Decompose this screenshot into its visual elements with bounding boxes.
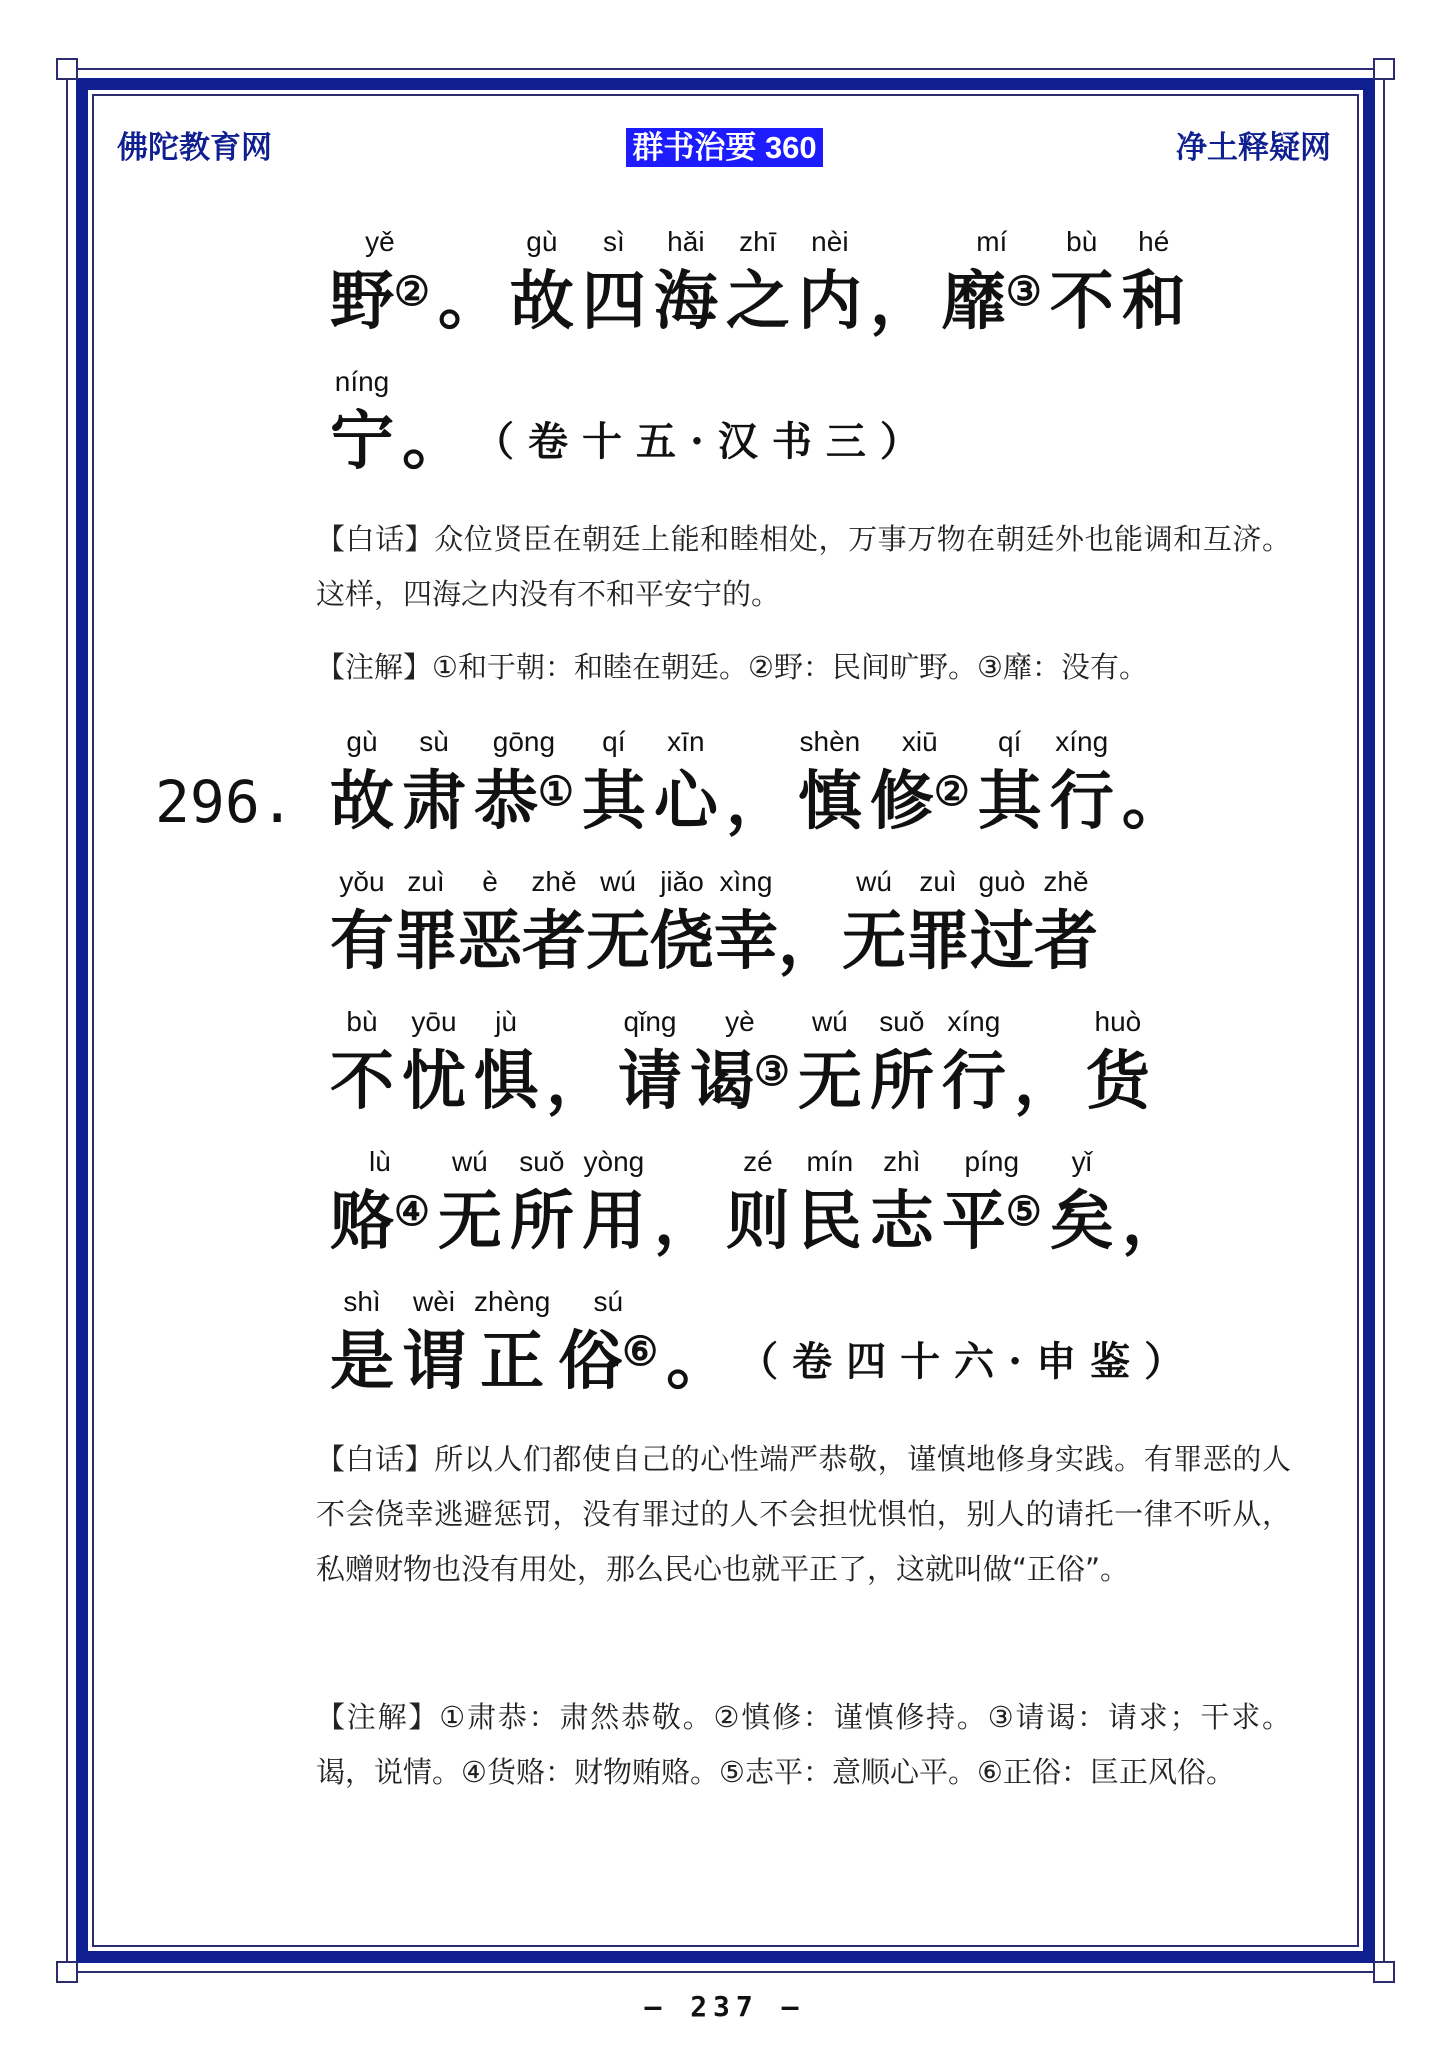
hanzi: 惧 bbox=[474, 1044, 538, 1119]
header-title-text: 群书治要 360 bbox=[626, 128, 822, 167]
pinyin: jiǎo bbox=[660, 866, 704, 897]
hanzi: 。 bbox=[402, 404, 466, 479]
footnote-marker: ① bbox=[538, 768, 574, 815]
header-right-site: 净土释疑网 bbox=[1176, 130, 1331, 165]
hanzi: 之 bbox=[725, 264, 790, 339]
footnote-marker: ② bbox=[933, 768, 970, 815]
pinyin: sù bbox=[419, 726, 449, 757]
frame-corner bbox=[56, 1961, 78, 1983]
pinyin: wú bbox=[600, 866, 636, 897]
pinyin: wú bbox=[856, 866, 892, 897]
pinyin: yōu bbox=[411, 1006, 457, 1037]
pinyin: mín bbox=[806, 1146, 854, 1177]
pinyin: shì bbox=[343, 1286, 381, 1317]
ruby-char bbox=[778, 862, 842, 982]
pinyin: sì bbox=[602, 226, 625, 257]
ruby-char bbox=[474, 1282, 550, 1402]
zhujie-paragraph: 【注解】①和于朝：和睦在朝廷。②野：民间旷野。③靡：没有。 bbox=[316, 650, 1148, 684]
ruby-char bbox=[458, 862, 522, 982]
ruby-char bbox=[798, 1002, 862, 1122]
ruby-char bbox=[666, 1282, 730, 1402]
ruby-char bbox=[842, 862, 906, 982]
hanzi: 平⑤ bbox=[941, 1184, 1042, 1259]
ruby-char bbox=[1050, 722, 1114, 842]
hanzi: 矣 bbox=[1049, 1184, 1114, 1259]
hanzi: 故 bbox=[509, 264, 574, 339]
classical-line bbox=[330, 1002, 1290, 1122]
hanzi: 和 bbox=[1121, 264, 1186, 339]
pinyin: xìng bbox=[719, 866, 773, 897]
footnote-marker: ③ bbox=[754, 1048, 790, 1095]
hanzi: 忧 bbox=[402, 1044, 466, 1119]
hanzi: ， bbox=[778, 904, 842, 979]
ruby-char bbox=[546, 1002, 610, 1122]
ruby-char bbox=[798, 722, 862, 842]
pinyin: shèn bbox=[799, 726, 861, 757]
hanzi: 。 bbox=[437, 264, 502, 339]
ruby-char bbox=[330, 862, 394, 982]
hanzi: 慎 bbox=[797, 764, 862, 839]
pinyin: yǐ bbox=[1071, 1146, 1092, 1177]
pinyin: xiū bbox=[901, 726, 938, 757]
ruby-char bbox=[330, 1142, 430, 1262]
pinyin: yǒu bbox=[339, 866, 385, 897]
hanzi: 民 bbox=[797, 1184, 862, 1259]
ruby-char bbox=[1122, 222, 1186, 342]
ruby-char bbox=[474, 1002, 538, 1122]
classical-line bbox=[330, 1282, 1290, 1402]
hanzi: 罪 bbox=[906, 904, 970, 979]
pinyin: xíng bbox=[947, 1006, 1001, 1037]
pinyin: zhèng bbox=[474, 1286, 551, 1317]
frame-corner bbox=[1373, 1961, 1395, 1983]
ruby-char bbox=[654, 222, 718, 342]
pinyin: píng bbox=[964, 1146, 1020, 1177]
hanzi: ， bbox=[725, 764, 790, 839]
footnote-marker: ② bbox=[394, 268, 430, 315]
hanzi: 宁 bbox=[330, 404, 394, 479]
hanzi: 行 bbox=[1049, 764, 1114, 839]
hanzi: 四 bbox=[581, 264, 646, 339]
ruby-char bbox=[870, 722, 970, 842]
ruby-char bbox=[942, 222, 1042, 342]
hanzi: 所 bbox=[509, 1184, 574, 1259]
hanzi: 其 bbox=[977, 764, 1042, 839]
hanzi: 谒③ bbox=[690, 1044, 790, 1119]
ruby-char bbox=[726, 1142, 790, 1262]
zhujie-paragraph: 【注解】①肃恭：肃然恭敬。②慎修：谨慎修持。③请谒：请求；干求。谒，说情。④货赂：财物贿赂。⑤志平：意顺心平。⑥正俗：匡正风俗。 bbox=[316, 1700, 1291, 1789]
pinyin: è bbox=[482, 866, 498, 897]
pinyin: zhī bbox=[739, 226, 777, 257]
hanzi: 靡③ bbox=[941, 264, 1042, 339]
hanzi: 侥 bbox=[650, 904, 714, 979]
pinyin: bù bbox=[346, 1006, 378, 1037]
ruby-char bbox=[870, 1002, 934, 1122]
hanzi: 恭① bbox=[474, 764, 574, 839]
hanzi: 志 bbox=[869, 1184, 934, 1259]
source-citation bbox=[474, 362, 934, 482]
pinyin: nèi bbox=[811, 226, 849, 257]
pinyin: suǒ bbox=[519, 1146, 565, 1177]
pinyin: jù bbox=[495, 1006, 517, 1037]
pinyin: wú bbox=[811, 1006, 848, 1037]
pinyin: gù bbox=[346, 726, 378, 757]
ruby-char bbox=[510, 222, 574, 342]
pinyin: yòng bbox=[583, 1146, 645, 1177]
frame-corner bbox=[1373, 58, 1395, 80]
hanzi: 则 bbox=[725, 1184, 790, 1259]
hanzi: 心 bbox=[653, 764, 718, 839]
ruby-char bbox=[1050, 1142, 1114, 1262]
ruby-char bbox=[522, 862, 586, 982]
hanzi: 故 bbox=[330, 764, 394, 839]
ruby-char bbox=[330, 1002, 394, 1122]
pinyin: huò bbox=[1094, 1006, 1142, 1037]
pinyin: zhì bbox=[883, 1146, 921, 1177]
ruby-char bbox=[1034, 862, 1098, 982]
pinyin: xīn bbox=[667, 726, 705, 757]
ruby-char bbox=[330, 362, 394, 482]
pinyin: hé bbox=[1138, 226, 1170, 257]
ruby-char bbox=[654, 722, 718, 842]
ruby-char bbox=[654, 1142, 718, 1262]
ruby-char bbox=[1014, 1002, 1078, 1122]
pinyin: qí bbox=[998, 726, 1022, 757]
footnote-marker: ③ bbox=[1005, 268, 1042, 315]
pinyin: xíng bbox=[1055, 726, 1109, 757]
ruby-char bbox=[1122, 1142, 1186, 1262]
ruby-char bbox=[438, 222, 502, 342]
entry-number: 296. bbox=[155, 768, 295, 836]
pinyin: zé bbox=[743, 1146, 773, 1177]
pinyin: bù bbox=[1066, 226, 1098, 257]
pinyin: qí bbox=[602, 726, 626, 757]
pinyin: wú bbox=[451, 1146, 488, 1177]
hanzi: ， bbox=[869, 264, 934, 339]
ruby-char bbox=[394, 862, 458, 982]
pinyin: yè bbox=[725, 1006, 755, 1037]
frame-corner bbox=[56, 58, 78, 80]
hanzi: 无 bbox=[586, 904, 650, 979]
ruby-char bbox=[726, 222, 790, 342]
pinyin: qǐng bbox=[623, 1006, 677, 1037]
ruby-char bbox=[978, 722, 1042, 842]
ruby-char bbox=[510, 1142, 574, 1262]
ruby-char bbox=[726, 722, 790, 842]
hanzi: 无 bbox=[842, 904, 906, 979]
hanzi: 罪 bbox=[394, 904, 458, 979]
source-citation bbox=[738, 1282, 1198, 1402]
ruby-char bbox=[402, 722, 466, 842]
classical-line bbox=[330, 722, 1290, 842]
pinyin: guò bbox=[978, 866, 1026, 897]
ruby-char bbox=[714, 862, 778, 982]
hanzi: 肃 bbox=[402, 764, 466, 839]
pinyin: hǎi bbox=[667, 226, 705, 257]
pinyin: zuì bbox=[919, 866, 957, 897]
ruby-char bbox=[586, 862, 650, 982]
ruby-char bbox=[870, 1142, 934, 1262]
hanzi: 赂④ bbox=[330, 1184, 430, 1259]
hanzi: 内 bbox=[797, 264, 862, 339]
ruby-char bbox=[402, 362, 466, 482]
hanzi: 请 bbox=[618, 1044, 682, 1119]
hanzi: 者 bbox=[1034, 904, 1098, 979]
ruby-char bbox=[1122, 722, 1186, 842]
ruby-char bbox=[402, 1002, 466, 1122]
hanzi: 所 bbox=[869, 1044, 934, 1119]
pinyin: gù bbox=[526, 226, 558, 257]
pinyin: yě bbox=[365, 226, 395, 257]
hanzi: 其 bbox=[581, 764, 646, 839]
ruby-char bbox=[1050, 222, 1114, 342]
ruby-char bbox=[330, 722, 394, 842]
ruby-char bbox=[798, 222, 862, 342]
hanzi: 。 bbox=[1121, 764, 1186, 839]
pinyin: níng bbox=[334, 366, 390, 397]
hanzi: 俗⑥ bbox=[558, 1324, 659, 1399]
classical-line bbox=[330, 862, 1290, 982]
hanzi: ， bbox=[1121, 1184, 1186, 1259]
hanzi: 不 bbox=[330, 1044, 394, 1119]
pinyin: zhě bbox=[1043, 866, 1089, 897]
ruby-char bbox=[330, 222, 430, 342]
ruby-char bbox=[558, 1282, 658, 1402]
hanzi: 无 bbox=[437, 1184, 502, 1259]
ruby-char bbox=[870, 222, 934, 342]
header-left-site: 佛陀教育网 bbox=[117, 130, 272, 165]
ruby-char bbox=[970, 862, 1034, 982]
baihua-paragraph: 【白话】众位贤臣在朝廷上能和睦相处，万事万物在朝廷外也能调和互济。这样，四海之内没有不和平安宁的。 bbox=[316, 522, 1291, 611]
page-number: – 237 – bbox=[644, 1990, 805, 2023]
hanzi: 野② bbox=[330, 264, 430, 339]
hanzi: 不 bbox=[1049, 264, 1114, 339]
ruby-char bbox=[1086, 1002, 1150, 1122]
ruby-char bbox=[582, 222, 646, 342]
hanzi: 。 bbox=[666, 1324, 731, 1399]
hanzi: 正 bbox=[480, 1324, 545, 1399]
pinyin: sú bbox=[593, 1286, 624, 1317]
ruby-char bbox=[942, 1142, 1042, 1262]
hanzi: 谓 bbox=[402, 1324, 466, 1399]
classical-line bbox=[330, 1142, 1290, 1262]
hanzi: 用 bbox=[581, 1184, 646, 1259]
hanzi: 无 bbox=[797, 1044, 862, 1119]
ruby-char bbox=[650, 862, 714, 982]
hanzi: ， bbox=[653, 1184, 718, 1259]
classical-line bbox=[330, 362, 1290, 482]
ruby-char bbox=[330, 1282, 394, 1402]
ruby-char bbox=[438, 1142, 502, 1262]
pinyin: suǒ bbox=[879, 1006, 925, 1037]
footnote-marker: ⑤ bbox=[1005, 1188, 1042, 1235]
classical-line bbox=[330, 222, 1290, 342]
baihua-paragraph: 【白话】所以人们都使自己的心性端严恭敬，谨慎地修身实践。有罪恶的人不会侥幸逃避惩罚，没有罪过的人不会担忧惧怕，别人的请托一律不听从，私赠财物也没有用处，那么民心也就平正了，这就叫做“正俗”。 bbox=[316, 1442, 1291, 1586]
hanzi: 是 bbox=[330, 1324, 394, 1399]
ruby-char bbox=[942, 1002, 1006, 1122]
hanzi: ， bbox=[1013, 1044, 1078, 1119]
hanzi: 恶 bbox=[458, 904, 522, 979]
source-text: （卷十五·汉书三） bbox=[474, 418, 934, 465]
pinyin: lù bbox=[369, 1146, 391, 1177]
hanzi: 过 bbox=[970, 904, 1034, 979]
footnote-marker: ⑥ bbox=[622, 1328, 659, 1375]
ruby-char bbox=[582, 722, 646, 842]
footnote-marker: ④ bbox=[394, 1188, 430, 1235]
ruby-char bbox=[618, 1002, 682, 1122]
ruby-char bbox=[474, 722, 574, 842]
hanzi: 者 bbox=[522, 904, 586, 979]
ruby-char bbox=[582, 1142, 646, 1262]
ruby-char bbox=[906, 862, 970, 982]
hanzi: ， bbox=[546, 1044, 610, 1119]
source-text: （卷四十六·申鉴） bbox=[738, 1338, 1199, 1385]
pinyin: zuì bbox=[407, 866, 445, 897]
ruby-char bbox=[402, 1282, 466, 1402]
pinyin: zhě bbox=[531, 866, 577, 897]
hanzi: 有 bbox=[330, 904, 394, 979]
hanzi: 修② bbox=[869, 764, 970, 839]
pinyin: gōng bbox=[492, 726, 556, 757]
pinyin: wèi bbox=[412, 1286, 455, 1317]
hanzi: 海 bbox=[653, 264, 718, 339]
ruby-char bbox=[690, 1002, 790, 1122]
pinyin: mí bbox=[976, 226, 1008, 257]
hanzi: 货 bbox=[1085, 1044, 1150, 1119]
hanzi: 行 bbox=[941, 1044, 1006, 1119]
hanzi: 幸 bbox=[714, 904, 778, 979]
ruby-char bbox=[798, 1142, 862, 1262]
